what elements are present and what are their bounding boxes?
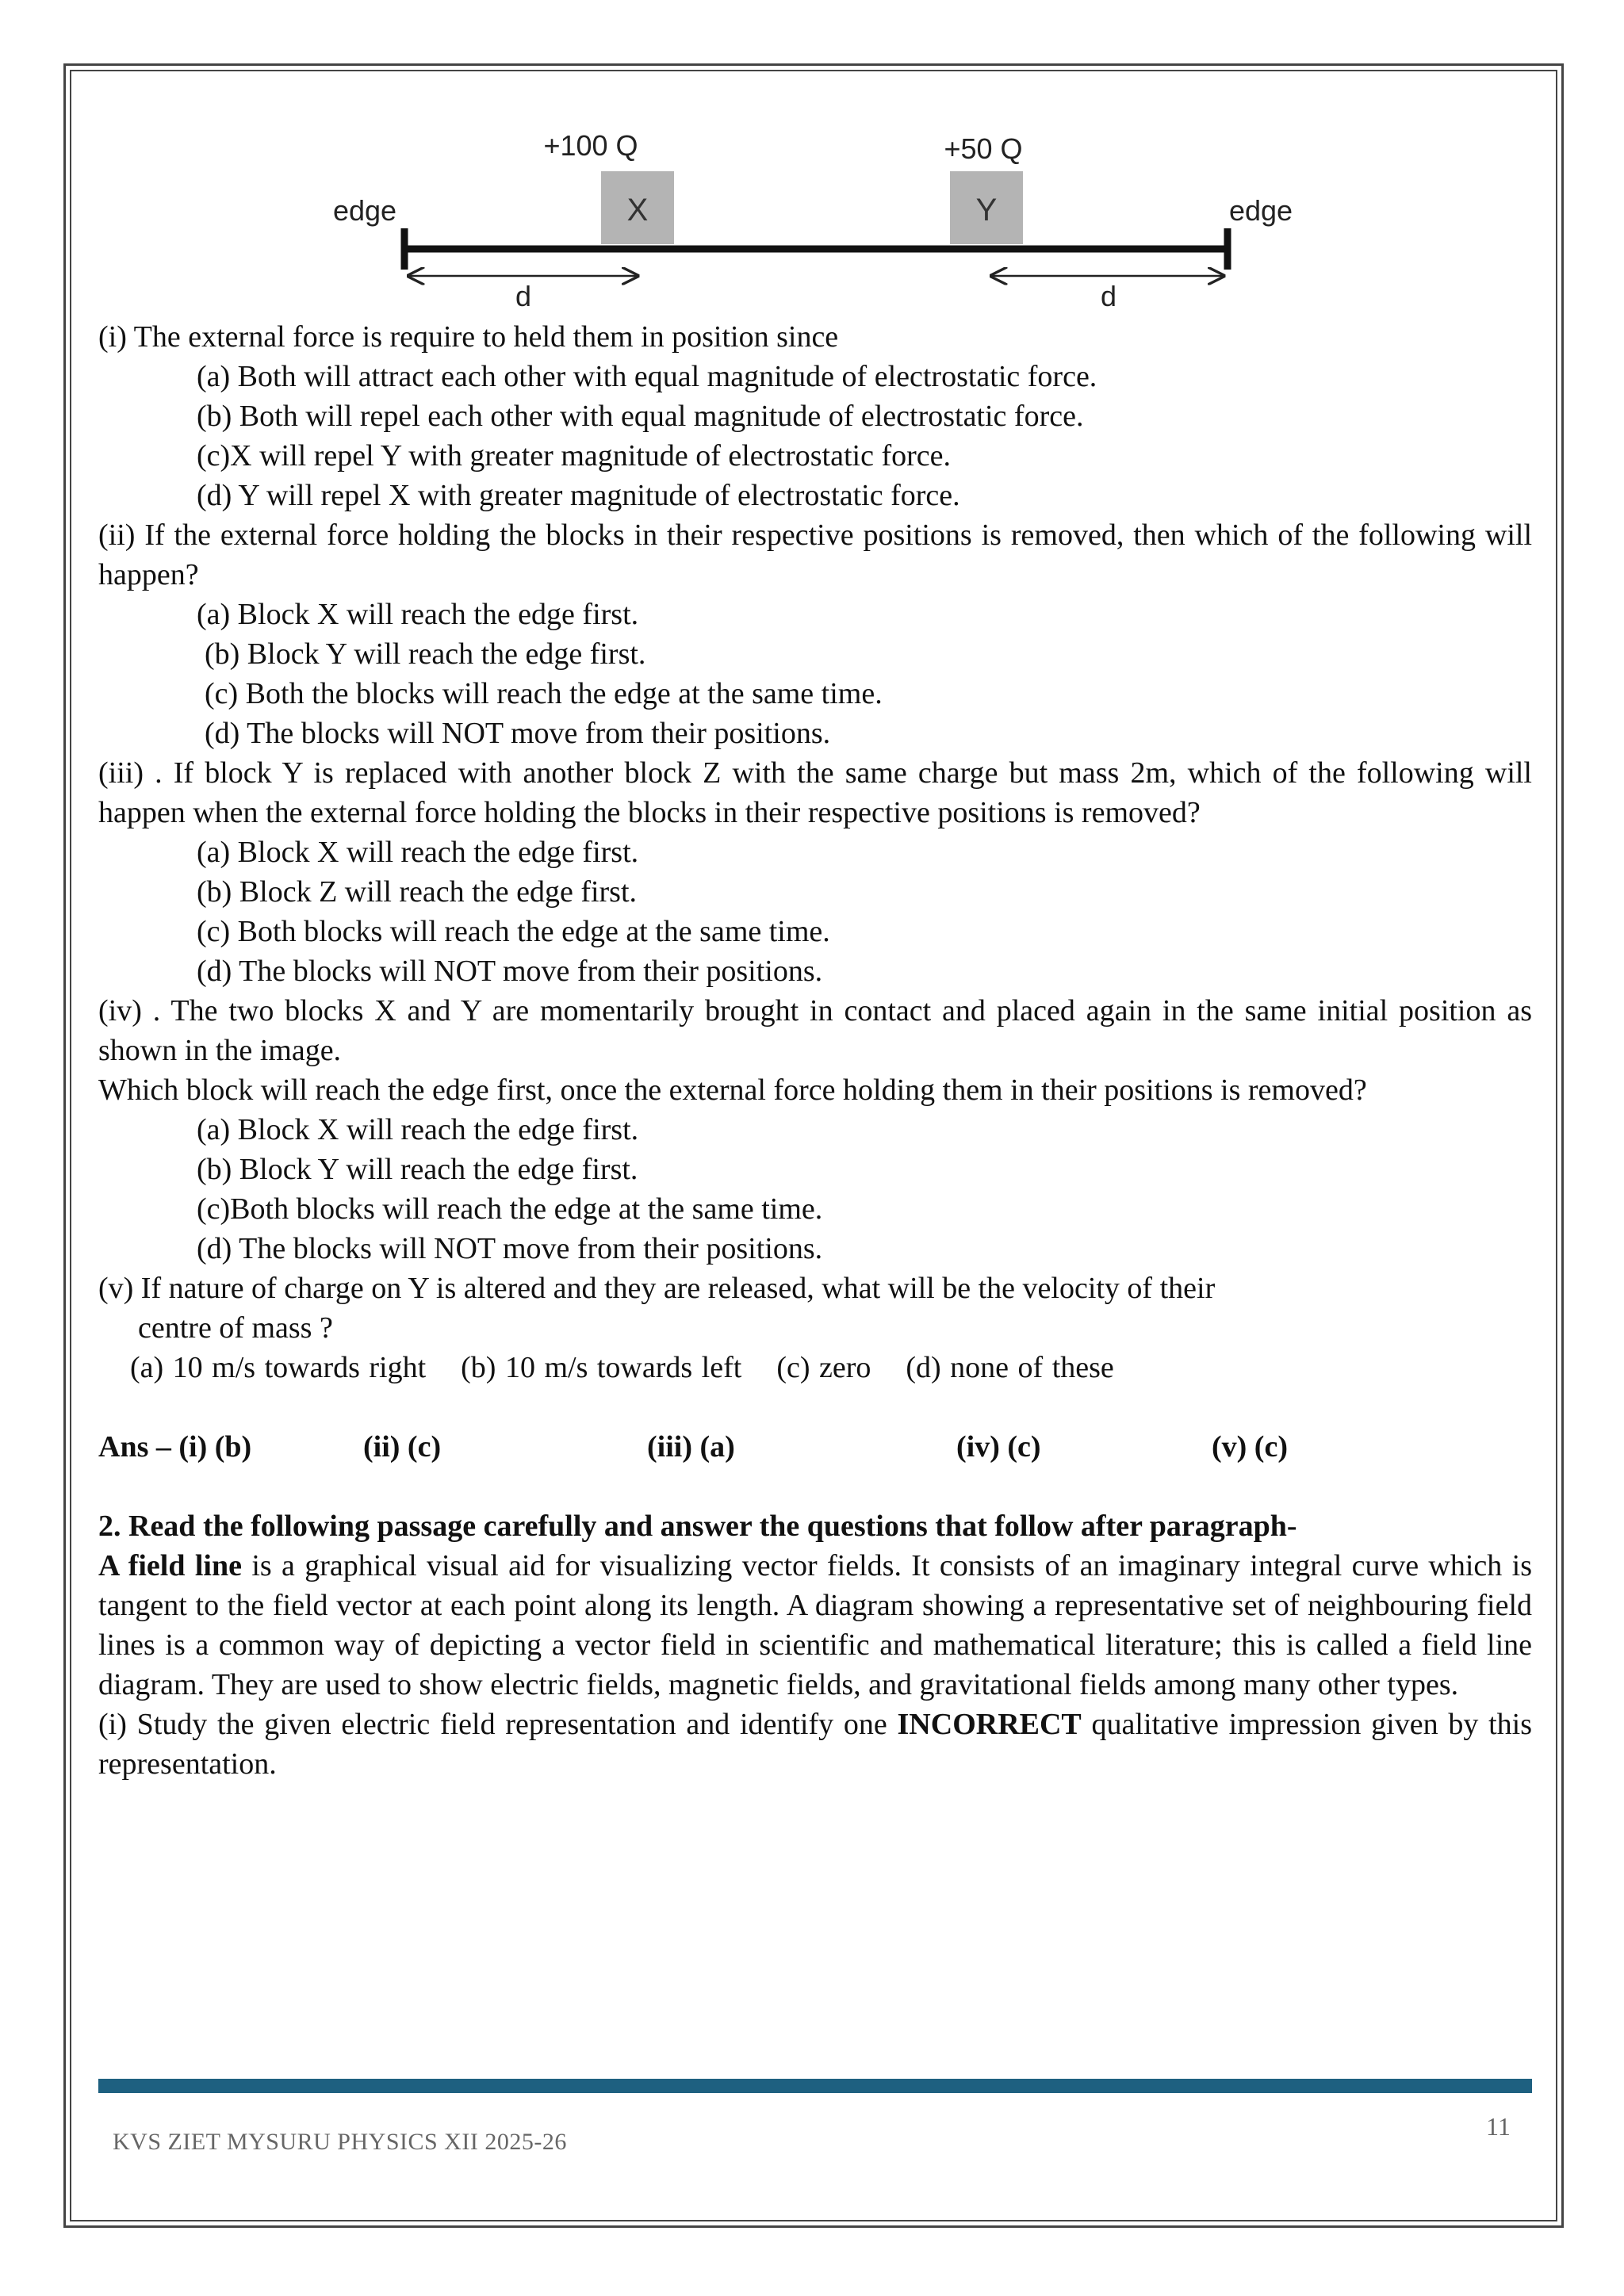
q1-iii-option-c: (c) Both blocks will reach the edge at the same time. xyxy=(197,915,830,948)
q1-ii-option-d: (d) The blocks will NOT move from their positions. xyxy=(205,717,831,750)
q1-iv-option-c: (c)Both blocks will reach the edge at the same time. xyxy=(197,1192,823,1226)
block-y-label: Y xyxy=(975,193,998,228)
answer-iii: (iii) (a) xyxy=(647,1430,735,1464)
q1-v-stem: (v) If nature of charge on Y is altered and they are released, what will be the velocity of their xyxy=(98,1272,1216,1305)
page-number: 11 xyxy=(1486,2112,1511,2141)
answer-v: (v) (c) xyxy=(1212,1430,1288,1464)
q1-v-option-a: (a) 10 m/s towards right xyxy=(130,1351,427,1384)
q1-iv-option-a: (a) Block X will reach the edge first. xyxy=(197,1113,639,1146)
q2-heading: 2. Read the following passage carefully and answer the questions that follow after paragraph- xyxy=(98,1510,1297,1543)
q2-i-bold: INCORRECT xyxy=(897,1708,1082,1741)
charges-diagram xyxy=(317,129,1308,316)
q1-iii-option-d: (d) The blocks will NOT move from their positions. xyxy=(197,955,823,988)
q1-v-option-b: (b) 10 m/s towards left xyxy=(461,1351,742,1384)
q1-iv-option-d: (d) The blocks will NOT move from their positions. xyxy=(197,1232,823,1265)
question-content xyxy=(98,317,1532,1784)
edge-right-label: edge xyxy=(1228,194,1293,227)
q1-i-option-d: (d) Y will repel X with greater magnitude of electrostatic force. xyxy=(197,479,960,512)
charge-x-label: +100 Q xyxy=(543,129,638,162)
q1-iii-option-a: (a) Block X will reach the edge first. xyxy=(197,836,639,869)
q1-ii-option-a: (a) Block X will reach the edge first. xyxy=(197,598,639,631)
answer-i: Ans – (i) (b) xyxy=(98,1430,252,1464)
q1-v-stem-cont: centre of mass ? xyxy=(138,1311,333,1345)
q1-v-options xyxy=(98,1348,1532,1387)
q2-i-text-after: qualitative impression given by this representation. xyxy=(98,1708,1533,1781)
answer-iv: (iv) (c) xyxy=(956,1430,1041,1464)
footer-bar xyxy=(98,2079,1532,2093)
q1-v-option-c: (c) zero xyxy=(776,1351,871,1384)
q1-iv-stem: (iv) . The two blocks X and Y are momentarily brought in contact and placed again in the same initial position as shown in the image. xyxy=(98,994,1532,1067)
q2-term: A field line xyxy=(98,1549,242,1582)
distance-left-label: d xyxy=(515,280,532,312)
block-x-label: X xyxy=(626,193,649,228)
q1-v-option-d: (d) none of these xyxy=(906,1351,1114,1384)
q1-i-option-a: (a) Both will attract each other with equal magnitude of electrostatic force. xyxy=(197,360,1097,393)
answer-key xyxy=(98,1427,1532,1467)
q2-passage-text: is a graphical visual aid for visualizing vector fields. It consists of an imaginary integral curve which is tangent to the field vector at each point along its length. A diagram showing a representative set of neighbouring field lines is a common way of depicting a vector field in scientific and mathematical literature; this is called a field line diagram. They are used to show electric fields, magnetic fields, and gravitational fields among many other types. xyxy=(98,1549,1533,1701)
q1-iii-option-b: (b) Block Z will reach the edge first. xyxy=(197,875,638,909)
q1-ii-option-c: (c) Both the blocks will reach the edge at the same time. xyxy=(205,677,883,710)
footer-text: KVS ZIET MYSURU PHYSICS XII 2025-26 xyxy=(113,2129,567,2155)
q1-ii-option-b: (b) Block Y will reach the edge first. xyxy=(205,637,646,671)
q1-ii-stem: (ii) If the external force holding the blocks in their respective positions is removed, then which of the following will happen? xyxy=(98,519,1532,591)
q1-iv-stem-2: Which block will reach the edge first, once the external force holding them in their positions is removed? xyxy=(98,1073,1367,1107)
q1-iv-option-b: (b) Block Y will reach the edge first. xyxy=(197,1153,638,1186)
q1-i-stem: (i) The external force is require to held them in position since xyxy=(98,320,839,354)
distance-right-label: d xyxy=(1100,280,1117,312)
q1-iii-stem: (iii) . If block Y is replaced with another block Z with the same charge but mass 2m, which of the following will happen when the external force holding the blocks in their respective positions is removed? xyxy=(98,756,1532,829)
q2-passage xyxy=(98,1546,1532,1705)
charge-y-label: +50 Q xyxy=(944,132,1023,165)
q1-i-option-c: (c)X will repel Y with greater magnitude of electrostatic force. xyxy=(197,439,951,473)
q2-i-text-before: (i) Study the given electric field representation and identify one xyxy=(98,1708,898,1741)
answer-ii: (ii) (c) xyxy=(363,1430,442,1464)
q1-i-option-b: (b) Both will repel each other with equal magnitude of electrostatic force. xyxy=(197,400,1084,433)
q2-i-stem xyxy=(98,1705,1532,1784)
edge-left-label: edge xyxy=(332,194,397,227)
charges-diagram-svg xyxy=(317,129,1308,316)
